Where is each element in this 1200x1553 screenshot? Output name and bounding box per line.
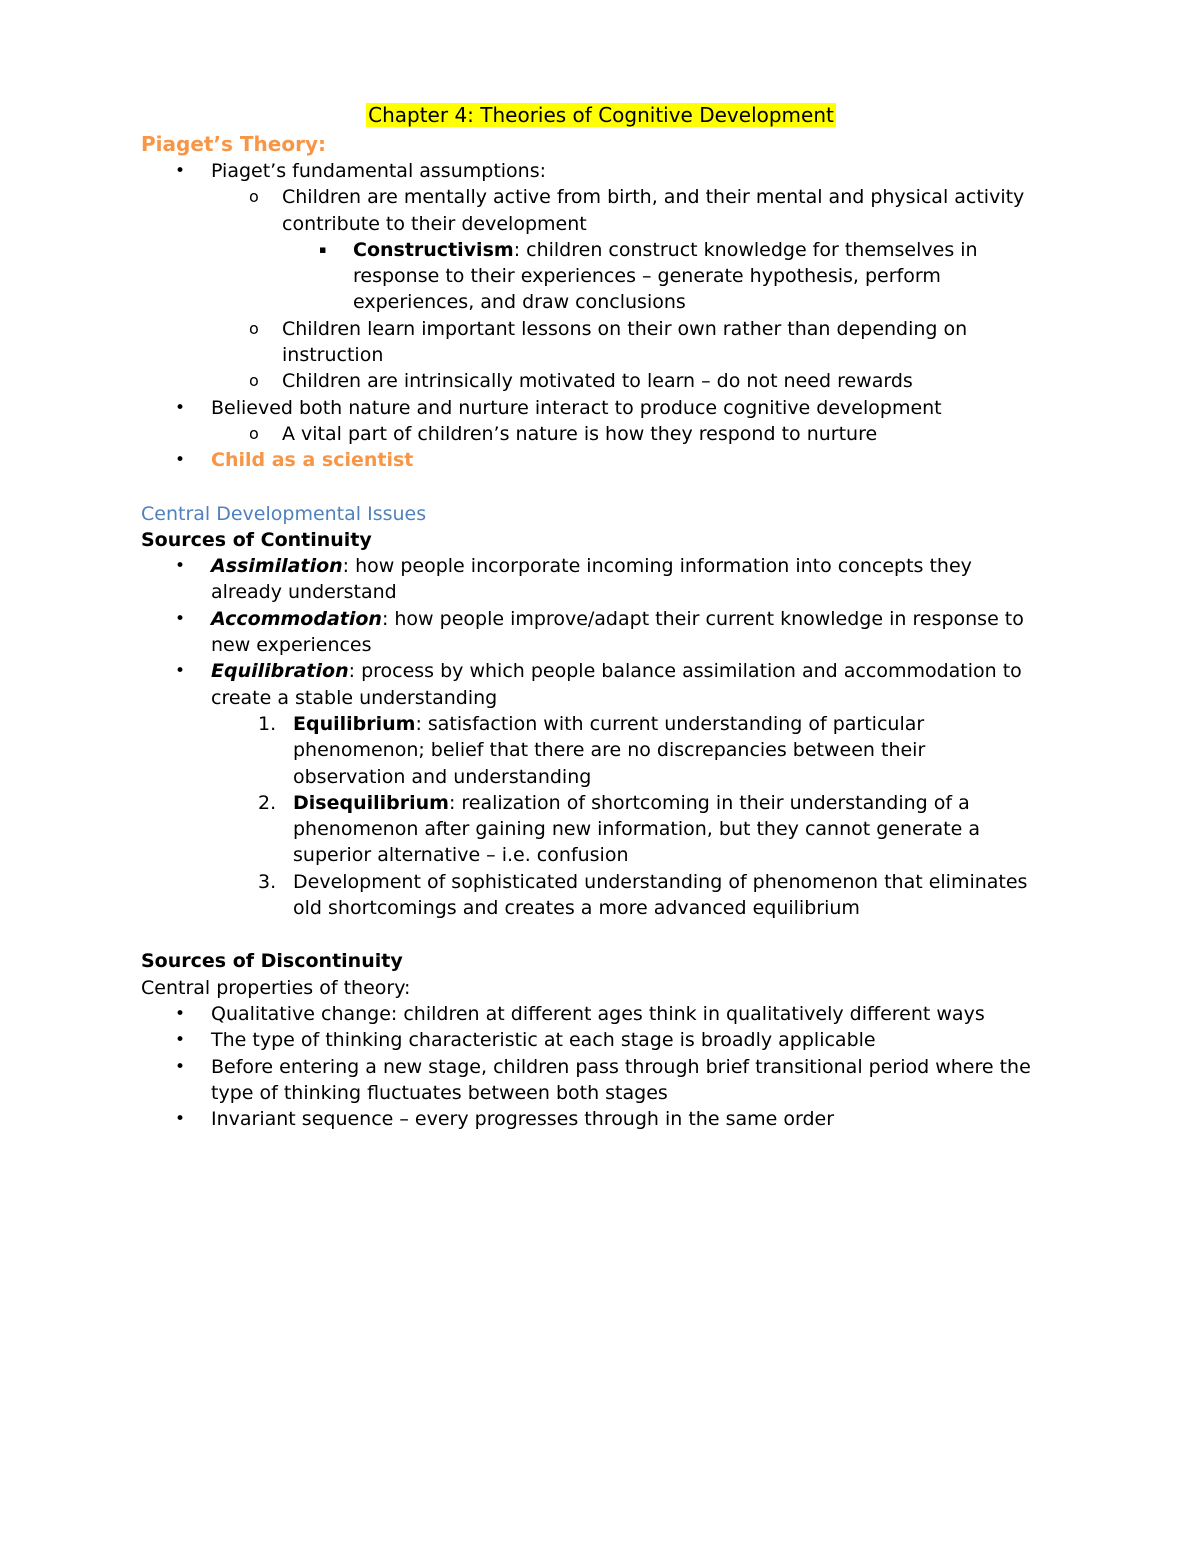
- equilibrium-term: Equilibrium: [293, 712, 416, 735]
- list-item-continuation: observation and understanding: [293, 765, 592, 788]
- bullet-marker: •: [175, 397, 186, 418]
- square-marker: ▪: [319, 242, 327, 256]
- list-item-text: Children are mentally active from birth, and their mental and physical activity: [282, 186, 1025, 209]
- list-item-text: A vital part of children’s nature is how they respond to nurture: [282, 422, 878, 445]
- list-item-continuation: phenomenon after gaining new information, but they cannot generate a: [293, 818, 980, 841]
- bullet-marker: •: [175, 1030, 186, 1051]
- list-item-text: : process by which people balance assimilation and accommodation to: [348, 660, 1022, 683]
- list-item-text: Development of sophisticated understanding of phenomenon that eliminates: [293, 870, 1028, 893]
- list-item: [141, 447, 1061, 473]
- list-item: [141, 1027, 1061, 1053]
- list-item: [141, 184, 1061, 210]
- bullet-marker: •: [175, 450, 186, 471]
- list-item-text: Invariant sequence – every progresses through in the same order: [211, 1108, 835, 1131]
- list-item-continuation: phenomenon; belief that there are no discrepancies between their: [293, 739, 926, 762]
- central-issues-heading: Central Developmental Issues: [141, 502, 427, 525]
- spacer: [141, 921, 1061, 948]
- list-item: [141, 368, 1061, 394]
- list-item-continuation: new experiences: [211, 634, 372, 657]
- list-item-continuation: contribute to their development: [282, 212, 587, 235]
- list-item-text: Before entering a new stage, children pass through brief transitional period where the: [211, 1055, 1031, 1078]
- circle-marker: o: [249, 371, 259, 391]
- list-item-text: : children construct knowledge for themselves in: [513, 238, 978, 261]
- list-item: [141, 606, 1061, 632]
- list-item: [141, 658, 1061, 684]
- chapter-title-row: [141, 100, 1061, 130]
- spacer: [141, 474, 1061, 501]
- list-item-continuation: superior alternative – i.e. confusion: [293, 844, 629, 867]
- list-item-continuation: response to their experiences – generate hypothesis, perform: [353, 265, 941, 288]
- circle-marker: o: [249, 187, 259, 207]
- numbered-item: [141, 869, 1061, 895]
- list-item: [141, 1054, 1061, 1080]
- list-item-text: Children are intrinsically motivated to learn – do not need rewards: [282, 370, 913, 393]
- list-item-continuation: already understand: [211, 581, 397, 604]
- list-item-text: Qualitative change: children at different ages think in qualitatively different ways: [211, 1002, 985, 1025]
- document-page: [141, 100, 1061, 1132]
- sources-of-discontinuity-heading: Sources of Discontinuity: [141, 950, 403, 973]
- numbered-item: [141, 790, 1061, 816]
- bullet-marker: •: [175, 1056, 186, 1077]
- circle-marker: o: [249, 423, 259, 443]
- list-item-continuation: instruction: [282, 344, 384, 367]
- numbered-item: [141, 711, 1061, 737]
- list-item-text: : satisfaction with current understanding of particular: [415, 712, 925, 735]
- bullet-marker: •: [175, 1109, 186, 1130]
- bullet-marker: •: [175, 661, 186, 682]
- piaget-theory-heading: Piaget’s Theory:: [141, 132, 326, 156]
- list-item-continuation: type of thinking fluctuates between both stages: [211, 1081, 668, 1104]
- list-item: [141, 553, 1061, 579]
- list-item: [141, 1106, 1061, 1132]
- equilibration-term: Equilibration: [211, 660, 349, 683]
- list-item: [141, 1001, 1061, 1027]
- list-item-text: Believed both nature and nurture interact to produce cognitive development: [211, 396, 942, 419]
- sources-of-continuity-heading: Sources of Continuity: [141, 528, 372, 551]
- child-as-scientist: Child as a scientist: [211, 449, 414, 472]
- list-item: [141, 395, 1061, 421]
- circle-marker: o: [249, 318, 259, 338]
- chapter-title: Chapter 4: Theories of Cognitive Development: [368, 103, 834, 127]
- accommodation-term: Accommodation: [211, 607, 382, 630]
- list-item-text: Piaget’s fundamental assumptions:: [211, 160, 547, 182]
- list-item-text: The type of thinking characteristic at each stage is broadly applicable: [211, 1029, 876, 1052]
- number-marker: 3.: [258, 870, 277, 893]
- list-item: [141, 237, 1061, 263]
- list-item-continuation: old shortcomings and creates a more advanced equilibrium: [293, 897, 860, 920]
- constructivism-term: Constructivism: [353, 238, 514, 261]
- number-marker: 2.: [258, 791, 277, 814]
- central-properties-intro: Central properties of theory:: [141, 976, 411, 999]
- number-marker: 1.: [258, 712, 277, 735]
- bullet-marker: •: [175, 608, 186, 629]
- bullet-marker: •: [175, 556, 186, 577]
- bullet-marker: •: [175, 1003, 186, 1024]
- list-item-text: : realization of shortcoming in their understanding of a: [448, 791, 970, 814]
- list-item-text: : how people incorporate incoming information into concepts they: [342, 555, 972, 578]
- list-item-text: : how people improve/adapt their current knowledge in response to: [381, 607, 1024, 630]
- assimilation-term: Assimilation: [211, 555, 343, 578]
- list-item: [141, 316, 1061, 342]
- list-item-text: Children learn important lessons on their own rather than depending on: [282, 317, 968, 340]
- list-item: [141, 158, 1061, 184]
- disequilibrium-term: Disequilibrium: [293, 791, 449, 814]
- list-item-continuation: experiences, and draw conclusions: [353, 291, 686, 314]
- list-item-continuation: create a stable understanding: [211, 686, 498, 709]
- bullet-marker: •: [175, 161, 186, 181]
- list-item: [141, 421, 1061, 447]
